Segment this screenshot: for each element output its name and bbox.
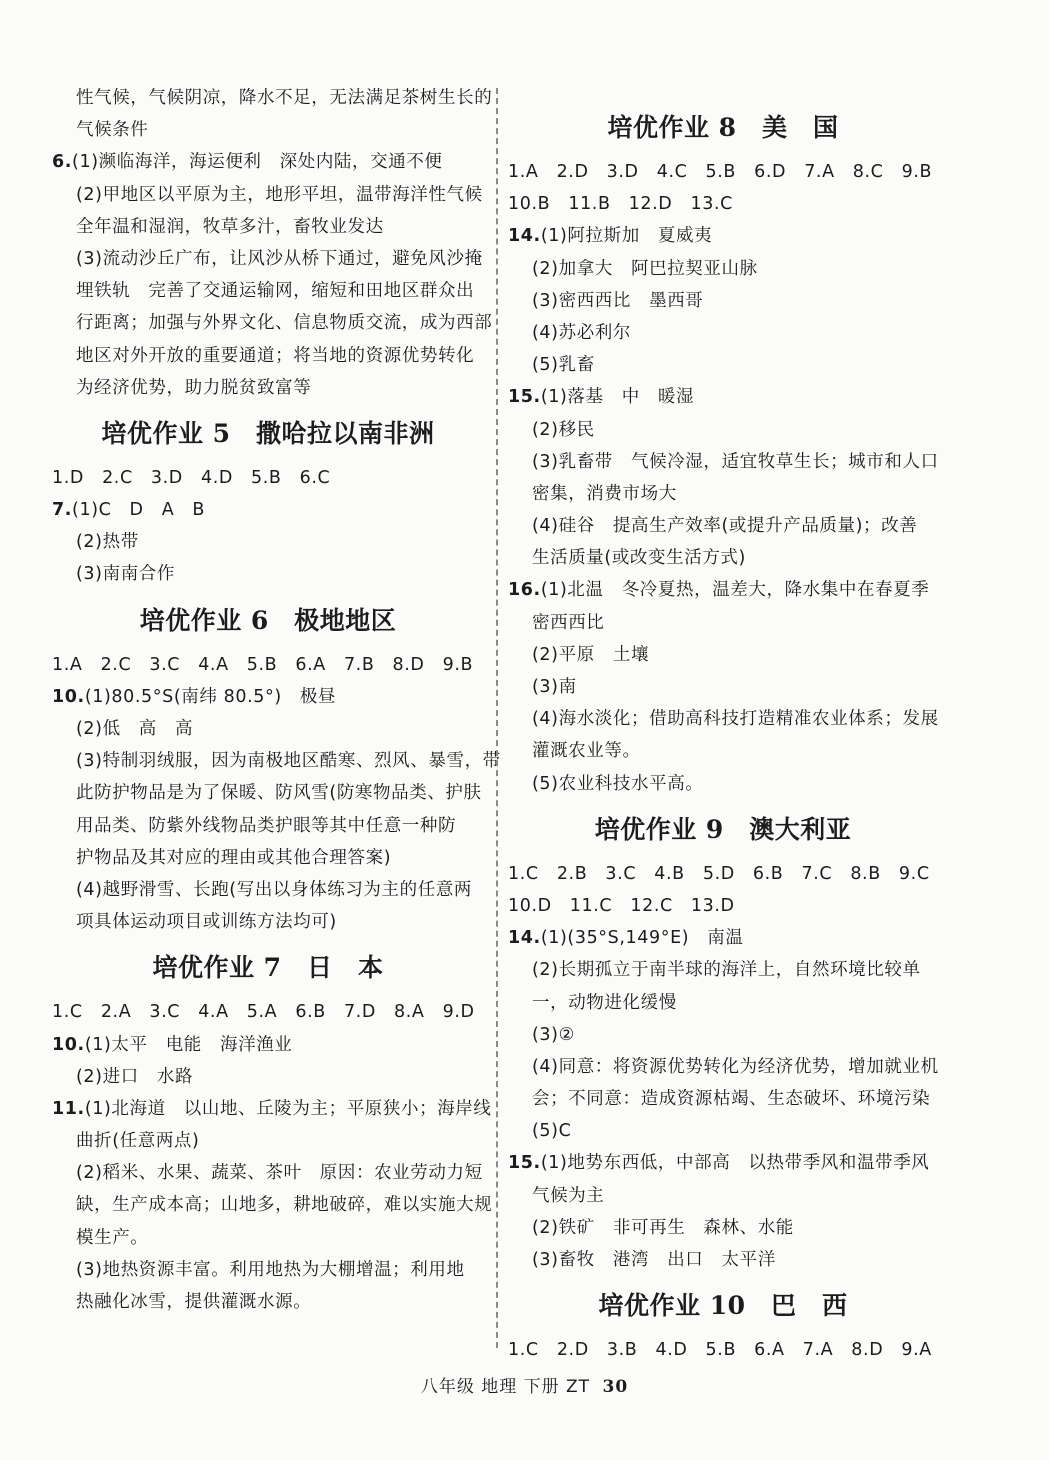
- left-column: [52, 82, 501, 1318]
- answer-line: 1.D 2.C 3.D 4.D 5.B 6.C: [52, 467, 331, 488]
- answer-text: (1)北海道 以山地、丘陵为主；平原狭小；海岸线: [84, 1098, 492, 1119]
- answer-line: [52, 146, 484, 178]
- question-number: 6.: [52, 152, 73, 173]
- answer-text: (1)太平 电能 海洋渔业: [84, 1034, 293, 1055]
- right-column: [508, 98, 938, 1366]
- answer-line: [508, 1147, 938, 1179]
- question-number: 10.: [52, 1034, 85, 1055]
- answer-line: [508, 574, 938, 606]
- section-heading: 培优作业 9 澳大利亚: [594, 814, 852, 844]
- answer-line: [52, 494, 484, 526]
- question-number: 10.: [52, 686, 85, 707]
- answer-line: 1.C 2.B 3.C 4.B 5.D 6.B 7.C 8.B 9.C: [508, 863, 930, 884]
- answer-text: (1)80.5°S(南纬 80.5°) 极昼: [84, 686, 337, 707]
- answer-line: (2)加拿大 阿巴拉契亚山脉: [532, 258, 758, 279]
- answer-line: (2)稻米、水果、蔬菜、茶叶 原因：农业劳动力短: [76, 1163, 483, 1184]
- answer-text: (1)(35°S,149°E) 南温: [540, 928, 744, 949]
- section-heading: 培优作业 7 日 本: [152, 953, 384, 983]
- question-number: 11.: [52, 1098, 85, 1119]
- answer-text: (1)濒临海洋，海运便利 深处内陆，交通不便: [72, 152, 443, 173]
- answer-line: (3)特制羽绒服，因为南极地区酷寒、烈风、暴雪，带: [76, 751, 501, 772]
- answer-line: 1.A 2.C 3.C 4.A 5.B 6.A 7.B 8.D 9.B: [52, 654, 474, 675]
- section-heading: 培优作业 5 撒哈拉以南非洲: [101, 418, 435, 448]
- answer-line: (2)热带: [76, 532, 139, 553]
- answer-line: 此防护物品是为了保暖、防风雪(防寒物品类、护肤: [76, 783, 482, 804]
- answer-line: (2)进口 水路: [76, 1066, 194, 1087]
- answer-line: 项具体运动项目或训练方法均可): [76, 912, 337, 933]
- answer-line: (4)硅谷 提高生产效率(或提升产品质量)；改善: [532, 516, 918, 537]
- answer-line: (2)平原 土壤: [532, 644, 650, 665]
- question-number: 7.: [52, 500, 73, 521]
- answer-line: 密西西比: [532, 612, 605, 633]
- answer-line: (2)铁矿 非可再生 森林、水能: [532, 1217, 794, 1238]
- answer-line: 密集，消费市场大: [532, 483, 677, 504]
- answer-line: 生活质量(或改变生活方式): [532, 548, 746, 569]
- answer-line: (3)密西西比 墨西哥: [532, 290, 704, 311]
- answer-line: (4)同意：将资源优势转化为经济优势，增加就业机: [532, 1056, 939, 1077]
- answer-line: (5)乳畜: [532, 355, 595, 376]
- answer-line: 1.C 2.D 3.B 4.D 5.B 6.A 7.A 8.D 9.A: [508, 1340, 932, 1361]
- answer-line: [508, 220, 938, 252]
- answer-line: 灌溉农业等。: [532, 741, 641, 762]
- answer-line: [52, 1093, 492, 1125]
- answer-line: 护物品及其对应的理由或其他合理答案): [76, 847, 392, 868]
- answer-line: (4)海水淡化；借助高科技打造精准农业体系；发展: [532, 709, 939, 730]
- answer-line: 用品类、防紫外线物品类护眼等其中任意一种防: [76, 815, 457, 836]
- answer-line: (3)乳畜带 气候冷湿，适宜牧草生长；城市和人口: [532, 451, 939, 472]
- answer-line: [52, 1029, 484, 1061]
- answer-line: 10.B 11.B 12.D 13.C: [508, 194, 733, 215]
- answer-line: [508, 922, 938, 954]
- answer-line: (4)苏必利尔: [532, 322, 631, 343]
- answer-line: (3)畜牧 港湾 出口 太平洋: [532, 1250, 776, 1270]
- answer-line: 气候为主: [532, 1185, 605, 1206]
- answer-line: [52, 681, 484, 713]
- answer-line: 模生产。: [76, 1227, 149, 1248]
- question-number: 14.: [508, 226, 541, 247]
- question-number: 16.: [508, 580, 541, 601]
- answer-text: (1)北温 冬冷夏热，温差大，降水集中在春夏季: [540, 580, 930, 601]
- section-heading: 培优作业 8 美 国: [607, 113, 839, 142]
- answer-line: [508, 381, 938, 413]
- answer-text: (1)地势东西低，中部高 以热带季风和温带季风: [540, 1153, 930, 1174]
- answer-line: (3)②: [532, 1024, 575, 1045]
- answer-text: (1)C D A B: [72, 500, 205, 521]
- answer-line: (2)低 高 高: [76, 719, 194, 739]
- answer-line: (2)移民: [532, 419, 595, 440]
- answer-line: 气候条件: [76, 120, 149, 141]
- answer-line: 会；不同意：造成资源枯竭、生态破坏、环境污染: [532, 1089, 931, 1110]
- answer-line: 缺，生产成本高；山地多，耕地破碎，难以实施大规: [76, 1195, 493, 1216]
- answer-text: (1)落基 中 暖湿: [540, 387, 695, 408]
- answer-line: 全年温和湿润，牧草多汁，畜牧业发达: [76, 216, 384, 237]
- question-number: 15.: [508, 387, 541, 408]
- answer-line: (3)南: [532, 677, 577, 697]
- page-number: 30: [602, 1377, 629, 1397]
- page-footer: [0, 1372, 1049, 1397]
- answer-line: (4)越野滑雪、长跑(写出以身体练习为主的任意两: [76, 879, 473, 900]
- answer-line: 行距离；加强与外界文化、信息物质交流，成为西部: [76, 313, 493, 334]
- answer-line: (3)地热资源丰富。利用地热为大棚增温；利用地: [76, 1259, 465, 1280]
- answer-text: (1)阿拉斯加 夏威夷: [540, 226, 713, 247]
- answer-line: 性气候，气候阴凉，降水不足，无法满足茶树生长的: [76, 88, 493, 108]
- footer-label: 八年级 地理 下册 ZT: [420, 1377, 591, 1397]
- answer-line: (3)南南合作: [76, 564, 175, 585]
- answer-line: 曲折(任意两点): [76, 1131, 200, 1152]
- question-number: 14.: [508, 928, 541, 949]
- answer-line: 10.D 11.C 12.C 13.D: [508, 895, 735, 916]
- answer-line: 1.A 2.D 3.D 4.C 5.B 6.D 7.A 8.C 9.B: [508, 162, 933, 182]
- answer-line: 地区对外开放的重要通道；将当地的资源优势转化: [76, 345, 475, 366]
- answer-line: 一，动物进化缓慢: [532, 992, 677, 1013]
- answer-line: (3)流动沙丘广布，让风沙从桥下通过，避免风沙掩: [76, 248, 483, 269]
- answer-line: (5)农业科技水平高。: [532, 773, 704, 794]
- section-heading: 培优作业 6 极地地区: [139, 605, 397, 635]
- answer-line: (5)C: [532, 1121, 572, 1142]
- answer-line: 热融化冰雪，提供灌溉水源。: [76, 1292, 312, 1312]
- answer-line: 埋铁轨 完善了交通运输网，缩短和田地区群众出: [76, 281, 475, 302]
- answer-line: 1.C 2.A 3.C 4.A 5.A 6.B 7.D 8.A 9.D: [52, 1002, 475, 1023]
- column-divider: [496, 88, 498, 1348]
- question-number: 15.: [508, 1153, 541, 1174]
- answer-line: 为经济优势，助力脱贫致富等: [76, 377, 312, 398]
- answer-line: (2)长期孤立于南半球的海洋上，自然环境比较单: [532, 960, 921, 981]
- answer-line: (2)甲地区以平原为主，地形平坦，温带海洋性气候: [76, 184, 483, 205]
- section-heading: 培优作业 10 巴 西: [598, 1291, 848, 1321]
